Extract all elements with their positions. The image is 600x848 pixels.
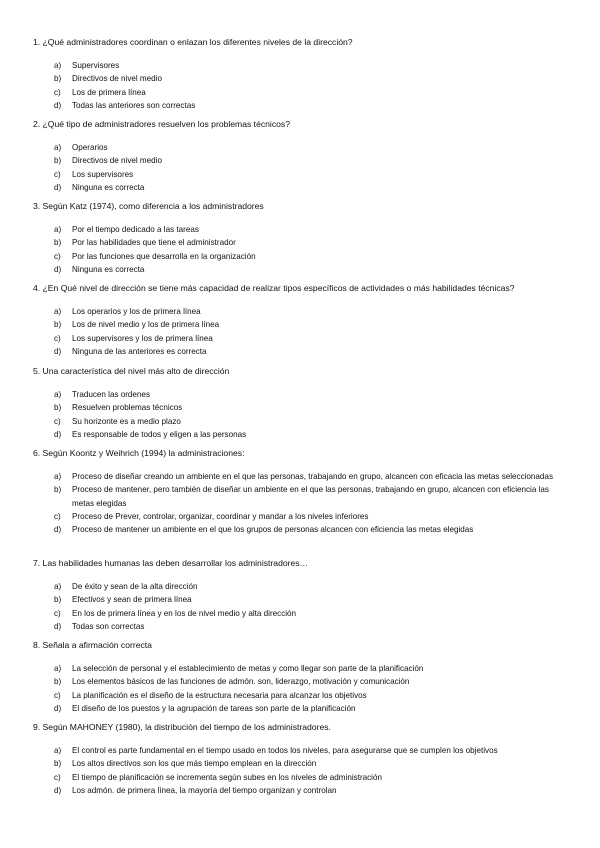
answer-option — [33, 181, 573, 194]
answer-options — [33, 470, 573, 536]
option-text: Los de primera línea — [72, 87, 146, 97]
question-text: 2. ¿Qué tipo de administradores resuelven los problemas técnicos? — [33, 119, 290, 129]
option-letter: c) — [54, 772, 61, 782]
option-letter: b) — [54, 238, 62, 248]
question-3 — [33, 201, 573, 276]
option-text: Los supervisores y los de primera línea — [72, 333, 213, 343]
answer-option — [33, 523, 573, 536]
option-letter: a) — [54, 143, 62, 152]
answer-options — [33, 59, 573, 112]
option-letter: d) — [54, 100, 62, 110]
option-letter: b) — [54, 759, 62, 769]
option-text: Proceso de diseñar creando un ambiente en el que las personas, trabajando en grupo, alcancen con eficacia las metas seleccionadas — [72, 472, 553, 481]
option-letter: a) — [54, 307, 62, 316]
option-letter: d) — [54, 264, 62, 274]
question-text: 3. Según Katz (1974), como diferencia a los administradores — [33, 201, 264, 211]
answer-option — [33, 223, 573, 236]
option-text: Directivos de nivel medio — [72, 156, 162, 166]
answer-option — [33, 305, 573, 318]
option-text: Proceso de Prever, controlar, organizar, coordinar y mandar a los niveles inferiores — [72, 511, 369, 521]
option-text: Los altos directivos son los que más tiempo emplean en la dirección — [72, 759, 317, 769]
question-8 — [33, 640, 573, 715]
option-text: Todas son correctas — [72, 621, 145, 631]
option-letter: c) — [54, 87, 61, 97]
answer-option — [33, 263, 573, 276]
question-5 — [33, 366, 573, 441]
question-text: 4. ¿En Qué nivel de dirección se tiene más capacidad de realizar tipos específicos de actividades o más habilidades técnicas? — [33, 283, 515, 293]
option-letter: c) — [54, 416, 61, 426]
question-text: 5. Una característica del nivel más alto de dirección — [33, 366, 230, 376]
option-text: Su horizonte es a medio plazo — [72, 416, 181, 426]
answer-option — [33, 607, 573, 620]
answer-options — [33, 141, 573, 194]
option-text: Ninguna de las anteriores es correcta — [72, 346, 207, 356]
option-text: Supervisores — [72, 61, 120, 70]
option-letter: d) — [54, 621, 62, 631]
answer-option — [33, 483, 573, 510]
option-text: La selección de personal y el establecimiento de metas y como llegar son parte de la planificación — [72, 664, 424, 673]
option-letter: d) — [54, 785, 62, 795]
answer-option — [33, 318, 573, 331]
answer-option — [33, 72, 573, 85]
option-letter: a) — [54, 746, 62, 755]
option-letter: a) — [54, 225, 62, 234]
answer-options — [33, 744, 573, 797]
option-letter: b) — [54, 485, 62, 495]
option-letter: d) — [54, 703, 62, 713]
option-text: Directivos de nivel medio — [72, 74, 162, 84]
question-7 — [33, 558, 573, 633]
option-text: Operarios — [72, 143, 108, 152]
option-letter: b) — [54, 677, 62, 687]
question-4 — [33, 283, 573, 358]
answer-option — [33, 744, 573, 757]
question-text: 1. ¿Qué administradores coordinan o enlazan los diferentes niveles de la dirección? — [33, 37, 353, 47]
option-letter: c) — [54, 511, 61, 521]
answer-option — [33, 345, 573, 358]
answer-option — [33, 141, 573, 154]
option-text: De éxito y sean de la alta dirección — [72, 582, 198, 591]
option-letter: c) — [54, 690, 61, 700]
option-text: Por las habilidades que tiene el administrador — [72, 238, 236, 248]
answer-options — [33, 388, 573, 441]
option-text: Por las funciones que desarrolla en la organización — [72, 251, 256, 261]
answer-option — [33, 689, 573, 702]
option-text: El control es parte fundamental en el tiempo usado en todos los niveles, para asegurarse que se cumplen los objetivos — [72, 746, 498, 755]
question-text: 7. Las habilidades humanas las deben desarrollar los administradores… — [33, 558, 309, 568]
option-text: Proceso de mantener un ambiente en el que los grupos de personas alcancen con eficiencia las metas elegidas — [72, 525, 474, 535]
option-text: Los elementos básicos de las funciones de admón. son, liderazgo, motivación y comunicación — [72, 677, 410, 687]
answer-option — [33, 250, 573, 263]
answer-options — [33, 223, 573, 276]
option-letter: b) — [54, 74, 62, 84]
option-letter: c) — [54, 333, 61, 343]
option-text: Resuelven problemas técnicos — [72, 403, 183, 413]
option-letter: b) — [54, 320, 62, 330]
option-text: Todas las anteriores son correctas — [72, 100, 196, 110]
option-text: Proceso de mantener, pero también de diseñar un ambiente en el que las personas, trabajando en grupo, alcancen con eficiencia las metas elegidas — [72, 485, 549, 508]
option-text: Efectivos y sean de primera línea — [72, 595, 192, 605]
question-1 — [33, 37, 573, 112]
answer-option — [33, 510, 573, 523]
question-2 — [33, 119, 573, 194]
answer-options — [33, 305, 573, 358]
option-letter: a) — [54, 664, 62, 673]
option-text: Ninguna es correcta — [72, 182, 145, 192]
answer-option — [33, 154, 573, 167]
option-letter: c) — [54, 169, 61, 179]
answer-option — [33, 401, 573, 414]
option-text: Es responsable de todos y eligen a las personas — [72, 429, 247, 439]
answer-option — [33, 59, 573, 72]
option-letter: c) — [54, 251, 61, 261]
option-letter: a) — [54, 472, 62, 481]
option-text: La planificación es el diseño de la estructura necesaria para alcanzar los objetivos — [72, 690, 367, 700]
option-letter: b) — [54, 595, 62, 605]
option-letter: c) — [54, 608, 61, 618]
option-text: Los supervisores — [72, 169, 134, 179]
answer-option — [33, 702, 573, 715]
option-letter: b) — [54, 156, 62, 166]
option-text: El tiempo de planificación se incrementa según subes en los niveles de administración — [72, 772, 382, 782]
option-text: Los operarios y los de primera línea — [72, 307, 201, 316]
answer-option — [33, 388, 573, 401]
answer-option — [33, 620, 573, 633]
option-letter: d) — [54, 346, 62, 356]
option-letter: a) — [54, 61, 62, 70]
answer-option — [33, 580, 573, 593]
option-letter: b) — [54, 403, 62, 413]
answer-option — [33, 168, 573, 181]
option-letter: d) — [54, 429, 62, 439]
option-letter: a) — [54, 582, 62, 591]
answer-option — [33, 428, 573, 441]
option-text: Traducen las ordenes — [72, 390, 150, 399]
question-text: 9. Según MAHONEY (1980), la distribución del tiempo de los administradores. — [33, 722, 331, 732]
answer-option — [33, 593, 573, 606]
option-text: Por el tiempo dedicado a las tareas — [72, 225, 199, 234]
answer-options — [33, 662, 573, 715]
option-letter: a) — [54, 390, 62, 399]
question-9 — [33, 722, 573, 797]
answer-option — [33, 757, 573, 770]
option-text: En los de primera línea y en los de nivel medio y alta dirección — [72, 608, 297, 618]
option-text: Los de nivel medio y los de primera línea — [72, 320, 220, 330]
answer-option — [33, 236, 573, 249]
answer-option — [33, 415, 573, 428]
option-text: Los admón. de primera línea, la mayoría del tiempo organizan y controlan — [72, 785, 337, 795]
option-text: El diseño de los puestos y la agrupación de tareas son parte de la planificación — [72, 703, 356, 713]
answer-option — [33, 675, 573, 688]
answer-option — [33, 470, 573, 483]
answer-option — [33, 332, 573, 345]
answer-option — [33, 784, 573, 797]
question-6 — [33, 448, 573, 536]
answer-option — [33, 86, 573, 99]
answer-option — [33, 771, 573, 784]
answer-option — [33, 662, 573, 675]
answer-option — [33, 99, 573, 112]
option-letter: d) — [54, 182, 62, 192]
option-letter: d) — [54, 525, 62, 535]
question-text: 6. Según Koontz y Weihrich (1994) la administraciones: — [33, 448, 245, 458]
option-text: Ninguna es correcta — [72, 264, 145, 274]
answer-options — [33, 580, 573, 633]
question-text: 8. Señala a afirmación correcta — [33, 640, 152, 650]
